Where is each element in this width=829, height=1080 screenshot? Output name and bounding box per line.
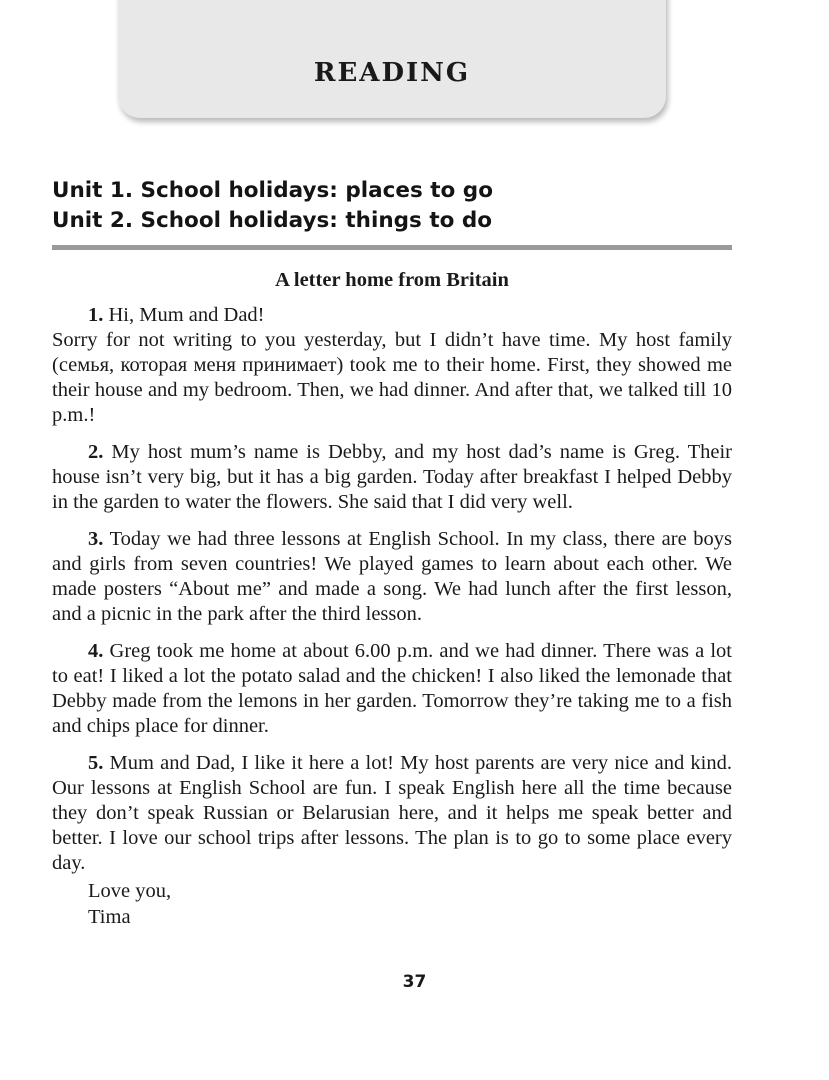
- paragraph-text: Mum and Dad, I like it here a lot! My host parents are very nice and kind. Our lessons at English School are fun. I speak English here all the time because they don’t speak Russian or Belarusian here, and it helps me speak better and better. I love our school trips after lessons. The plan is to go to some place every day.: [52, 752, 732, 874]
- paragraph-number: 5.: [88, 752, 104, 774]
- closing-line: Love you,: [88, 880, 172, 902]
- paragraph-number: 3.: [88, 528, 104, 550]
- divider: [52, 245, 732, 250]
- paragraph-text: Today we had three lessons at English School. In my class, there are boys and girls from seven countries! We played games to learn about each other. We made posters “About me” and made a song. We had lunch after the first lesson, and a picnic in the park after the third lesson.: [52, 528, 732, 625]
- paragraph-5: [52, 751, 732, 876]
- letter-closing: [52, 878, 732, 930]
- page-number: 37: [402, 972, 427, 992]
- article: [52, 268, 732, 930]
- greeting: Hi, Mum and Dad!: [108, 304, 265, 326]
- paragraph-4: [52, 639, 732, 739]
- signature: Tima: [88, 906, 131, 928]
- paragraph-3: [52, 527, 732, 627]
- paragraph-number: 2.: [88, 441, 104, 463]
- paragraph-number: 1.: [88, 304, 104, 326]
- unit-headings: [52, 176, 493, 236]
- paragraph-text: Sorry for not writing to you yesterday, but I didn’t have time. My host family (семья, которая меня принимает) took me to their home. First, they showed me their house and my bedroom. Then, we had dinner. And after that, we talked till 10 p.m.!: [52, 329, 732, 426]
- paragraph-text: Greg took me home at about 6.00 p.m. and we had dinner. There was a lot to eat! I liked a lot the potato salad and the chicken! I also liked the lemonade that Debby made from the lemons in her garden. Tomorrow they’re taking me to a fish and chips place for dinner.: [52, 640, 733, 737]
- unit-1-heading: Unit 1. School holidays: places to go: [52, 178, 493, 203]
- paragraph-2: [52, 440, 732, 515]
- paragraph-text: My host mum’s name is Debby, and my host dad’s name is Greg. Their house isn’t very big, but it has a big garden. Today after breakfast I helped Debby in the garden to water the flowers. She said that I did very well.: [52, 441, 732, 513]
- paragraph-1: [52, 303, 732, 428]
- unit-2-heading: Unit 2. School holidays: things to do: [52, 208, 493, 233]
- section-title: READING: [313, 58, 471, 88]
- article-title: A letter home from Britain: [275, 269, 509, 291]
- paragraph-number: 4.: [88, 640, 104, 662]
